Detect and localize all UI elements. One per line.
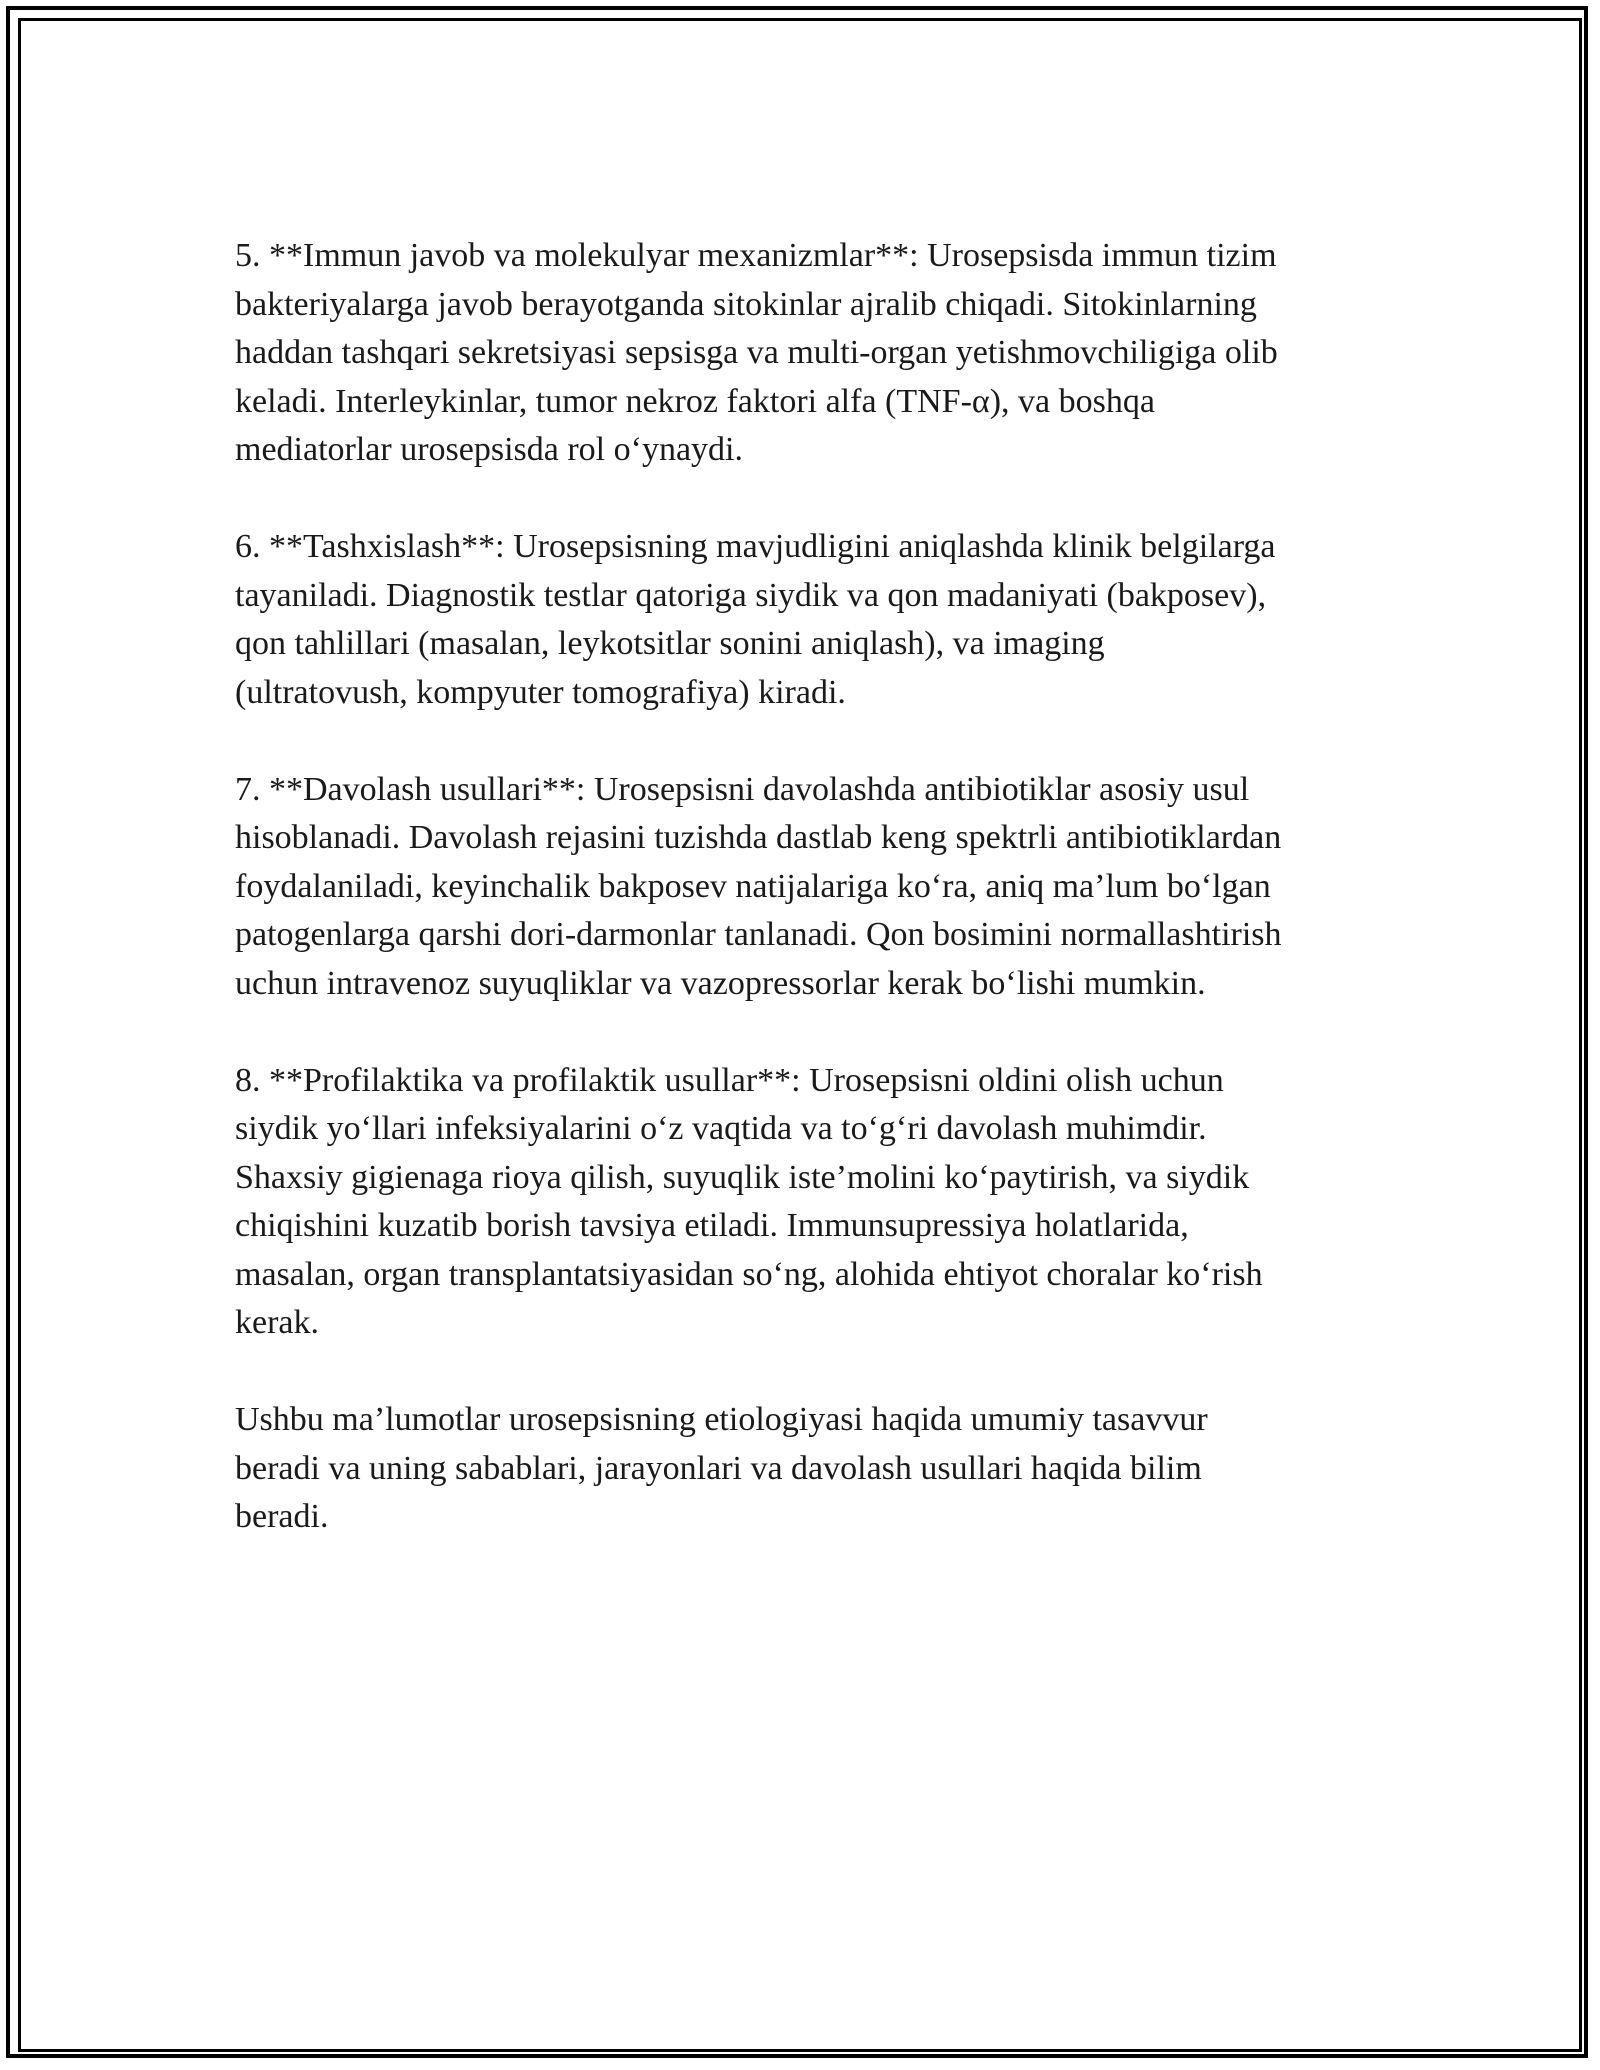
text-line: 6. **Tashxislash**: Urosepsisning mavjudligini aniqlashda klinik belgilarga (235, 528, 1276, 565)
text-line: tayaniladi. Diagnostik testlar qatoriga siydik va qon madaniyati (bakposev), (235, 576, 1267, 614)
text-line: (ultratovush, kompyuter tomografiya) kiradi. (235, 673, 846, 711)
text-line: 5. **Immun javob va molekulyar mexanizmlar**: Urosepsisda immun tizim (235, 237, 1277, 274)
text-line: beradi. (235, 1498, 329, 1535)
document-body (235, 232, 1395, 1590)
text-line: 7. **Davolash usullari**: Urosepsisni davolashda antibiotiklar asosiy usul (235, 770, 1250, 808)
text-line: Ushbu ma’lumotlar urosepsisning etiologiyasi haqida umumiy tasavvur (235, 1401, 1208, 1438)
text-line: foydalaniladi, keyinchalik bakposev natijalariga ko‘ra, aniq ma’lum bo‘lgan (235, 867, 1271, 905)
paragraph-diagnosis (235, 523, 1395, 717)
text-line: patogenlarga qarshi dori-darmonlar tanlanadi. Qon bosimini normallashtirish (235, 916, 1282, 953)
text-line: kerak. (235, 1304, 320, 1341)
text-line: chiqishini kuzatib borish tavsiya etiladi. Immunsupressiya holatlarida, (235, 1207, 1189, 1244)
text-line: keladi. Interleykinlar, tumor nekroz faktori alfa (TNF-α), va boshqa (235, 382, 1155, 420)
text-line: qon tahlillari (masalan, leykotsitlar sonini aniqlash), va imaging (235, 625, 1105, 662)
paragraph-immune-response (235, 232, 1395, 475)
text-line: haddan tashqari sekretsiyasi sepsisga va multi-organ yetishmovchiligiga olib (235, 334, 1278, 371)
text-line: uchun intravenoz suyuqliklar va vazopressorlar kerak bo‘lishi mumkin. (235, 964, 1206, 1002)
text-line: masalan, organ transplantatsiyasidan so‘ng, alohida ehtiyot choralar ko‘rish (235, 1255, 1263, 1293)
text-line: siydik yo‘llari infeksiyalarini o‘z vaqtida va to‘g‘ri davolash muhimdir. (235, 1110, 1207, 1147)
text-line: beradi va uning sabablari, jarayonlari va davolash usullari haqida bilim (235, 1449, 1202, 1487)
paragraph-prevention (235, 1057, 1395, 1348)
paragraph-conclusion (235, 1396, 1395, 1542)
text-line: bakteriyalarga javob berayotganda sitokinlar ajralib chiqadi. Sitokinlarning (235, 285, 1257, 323)
text-line: mediatorlar urosepsisda rol o‘ynaydi. (235, 431, 743, 468)
text-line: 8. **Profilaktika va profilaktik usullar**: Urosepsisni oldini olish uchun (235, 1061, 1224, 1099)
text-line: hisoblanadi. Davolash rejasini tuzishda dastlab keng spektrli antibiotiklardan (235, 819, 1282, 856)
text-line: Shaxsiy gigienaga rioya qilish, suyuqlik iste’molini ko‘paytirish, va siydik (235, 1158, 1250, 1196)
paragraph-treatment (235, 766, 1395, 1009)
